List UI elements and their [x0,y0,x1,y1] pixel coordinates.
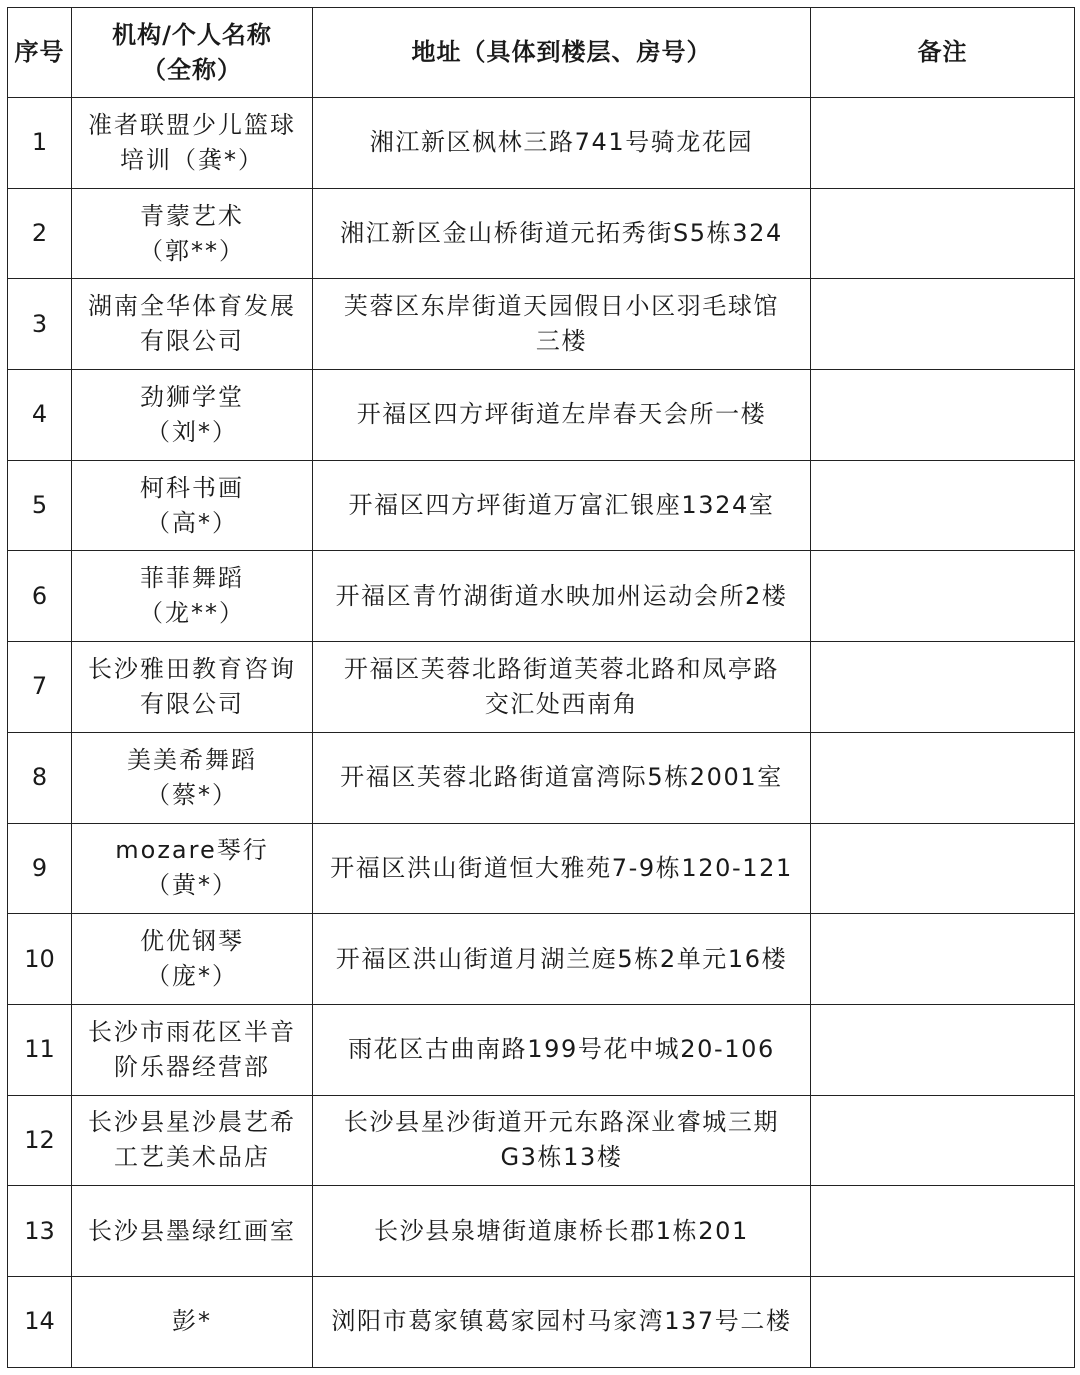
cell-remark [811,914,1075,1005]
cell-organization-name [72,98,313,189]
cell-address [313,1004,811,1095]
table-row [8,1276,1075,1367]
cell-address [313,1095,811,1186]
address-line: 开福区芙蓉北路街道芙蓉北路和凤亭路 [343,654,780,683]
cell-address [313,1186,811,1277]
cell-remark [811,823,1075,914]
name-line: 工艺美术品店 [114,1143,270,1172]
cell-serial-number: 5 [8,460,72,551]
cell-remark [811,1276,1075,1367]
cell-organization-name [72,279,313,370]
cell-organization-name [72,642,313,733]
name-line: （高*） [146,508,238,537]
cell-remark [811,732,1075,823]
address-line: 长沙县泉塘街道康桥长郡1栋201 [374,1216,749,1245]
header-organization-name [72,8,313,98]
cell-serial-number: 13 [8,1186,72,1277]
cell-address [313,188,811,279]
table-row [8,188,1075,279]
name-line: 青蒙艺术 [140,201,244,230]
cell-remark [811,279,1075,370]
cell-organization-name [72,914,313,1005]
address-line: 开福区青竹湖街道水映加州运动会所2楼 [335,581,788,610]
cell-address [313,642,811,733]
cell-remark [811,1004,1075,1095]
cell-remark [811,642,1075,733]
address-line: 雨花区古曲南路199号花中城20-106 [348,1035,775,1064]
address-line: 三楼 [535,327,588,356]
cell-address [313,732,811,823]
cell-organization-name [72,1276,313,1367]
name-line: 培训（龚*） [120,145,264,174]
name-line: （庞*） [146,962,238,991]
cell-address [313,551,811,642]
header-serial-number: 序号 [8,8,72,98]
cell-serial-number: 7 [8,642,72,733]
name-line: 准者联盟少儿篮球 [88,110,296,139]
name-line: （刘*） [146,417,238,446]
cell-serial-number: 6 [8,551,72,642]
address-line: 长沙县星沙街道开元东路深业睿城三期 [343,1108,780,1137]
name-line: 长沙县星沙晨艺希 [88,1108,296,1137]
address-line: 芙蓉区东岸街道天园假日小区羽毛球馆 [343,292,780,321]
cell-organization-name [72,1095,313,1186]
cell-address [313,1276,811,1367]
address-line: 开福区洪山街道恒大雅苑7-9栋120-121 [330,853,793,882]
name-line: 劲狮学堂 [140,382,244,411]
cell-remark [811,551,1075,642]
cell-remark [811,1095,1075,1186]
name-line: 长沙市雨花区半音 [88,1017,296,1046]
table-row [8,1186,1075,1277]
cell-serial-number: 14 [8,1276,72,1367]
table-row [8,642,1075,733]
cell-address [313,279,811,370]
header-row [8,8,1075,98]
name-line: （黄*） [146,871,238,900]
address-line: 交汇处西南角 [484,689,639,718]
name-line: （郭**） [139,236,245,265]
cell-remark [811,370,1075,461]
cell-organization-name [72,823,313,914]
registry-table [7,7,1075,1368]
cell-serial-number: 2 [8,188,72,279]
table-row [8,1095,1075,1186]
cell-remark [811,460,1075,551]
name-line: 柯科书画 [140,473,244,502]
name-line: 长沙雅田教育咨询 [88,654,296,683]
address-line: 开福区洪山街道月湖兰庭5栋2单元16楼 [335,944,788,973]
cell-remark [811,188,1075,279]
cell-organization-name [72,460,313,551]
header-name-line1: 机构/个人名称 [112,20,272,49]
cell-organization-name [72,188,313,279]
table-row [8,279,1075,370]
cell-serial-number: 12 [8,1095,72,1186]
cell-address [313,823,811,914]
cell-organization-name [72,370,313,461]
name-line: 菲菲舞蹈 [140,564,244,593]
table-row [8,732,1075,823]
cell-remark [811,98,1075,189]
name-line: 彭* [172,1307,212,1336]
name-line: （龙**） [139,599,245,628]
table-row [8,460,1075,551]
name-line: 湖南全华体育发展 [88,292,296,321]
cell-address [313,98,811,189]
cell-serial-number: 1 [8,98,72,189]
cell-remark [811,1186,1075,1277]
cell-organization-name [72,551,313,642]
address-line: 浏阳市葛家镇葛家园村马家湾137号二楼 [331,1307,792,1336]
address-line: 湘江新区枫林三路741号骑龙花园 [369,128,754,157]
name-line: 有限公司 [140,689,244,718]
cell-serial-number: 11 [8,1004,72,1095]
table-row [8,551,1075,642]
name-line: （蔡*） [146,780,238,809]
address-line: 开福区四方坪街道左岸春天会所一楼 [356,400,767,429]
name-line: 有限公司 [140,327,244,356]
cell-serial-number: 9 [8,823,72,914]
cell-organization-name [72,732,313,823]
address-line: 湘江新区金山桥街道元拓秀街S5栋324 [340,219,783,248]
header-name-line2: （全称） [142,55,242,84]
cell-address [313,914,811,1005]
table-row [8,1004,1075,1095]
table-body [8,98,1075,1368]
cell-serial-number: 8 [8,732,72,823]
address-line: G3栋13楼 [500,1143,623,1172]
cell-serial-number: 4 [8,370,72,461]
table-row [8,370,1075,461]
table-header [8,8,1075,98]
cell-address [313,460,811,551]
header-address: 地址（具体到楼层、房号） [313,8,811,98]
cell-serial-number: 10 [8,914,72,1005]
name-line: 优优钢琴 [140,927,244,956]
table-row [8,914,1075,1005]
cell-organization-name [72,1186,313,1277]
name-line: 长沙县墨绿红画室 [88,1216,296,1245]
table-row [8,823,1075,914]
cell-serial-number: 3 [8,279,72,370]
name-line: mozare琴行 [115,836,269,865]
header-remark: 备注 [811,8,1075,98]
name-line: 美美希舞蹈 [127,745,257,774]
address-line: 开福区芙蓉北路街道富湾际5栋2001室 [340,763,783,792]
name-line: 阶乐器经营部 [114,1052,270,1081]
cell-organization-name [72,1004,313,1095]
table-row [8,98,1075,189]
cell-address [313,370,811,461]
address-line: 开福区四方坪街道万富汇银座1324室 [348,491,775,520]
